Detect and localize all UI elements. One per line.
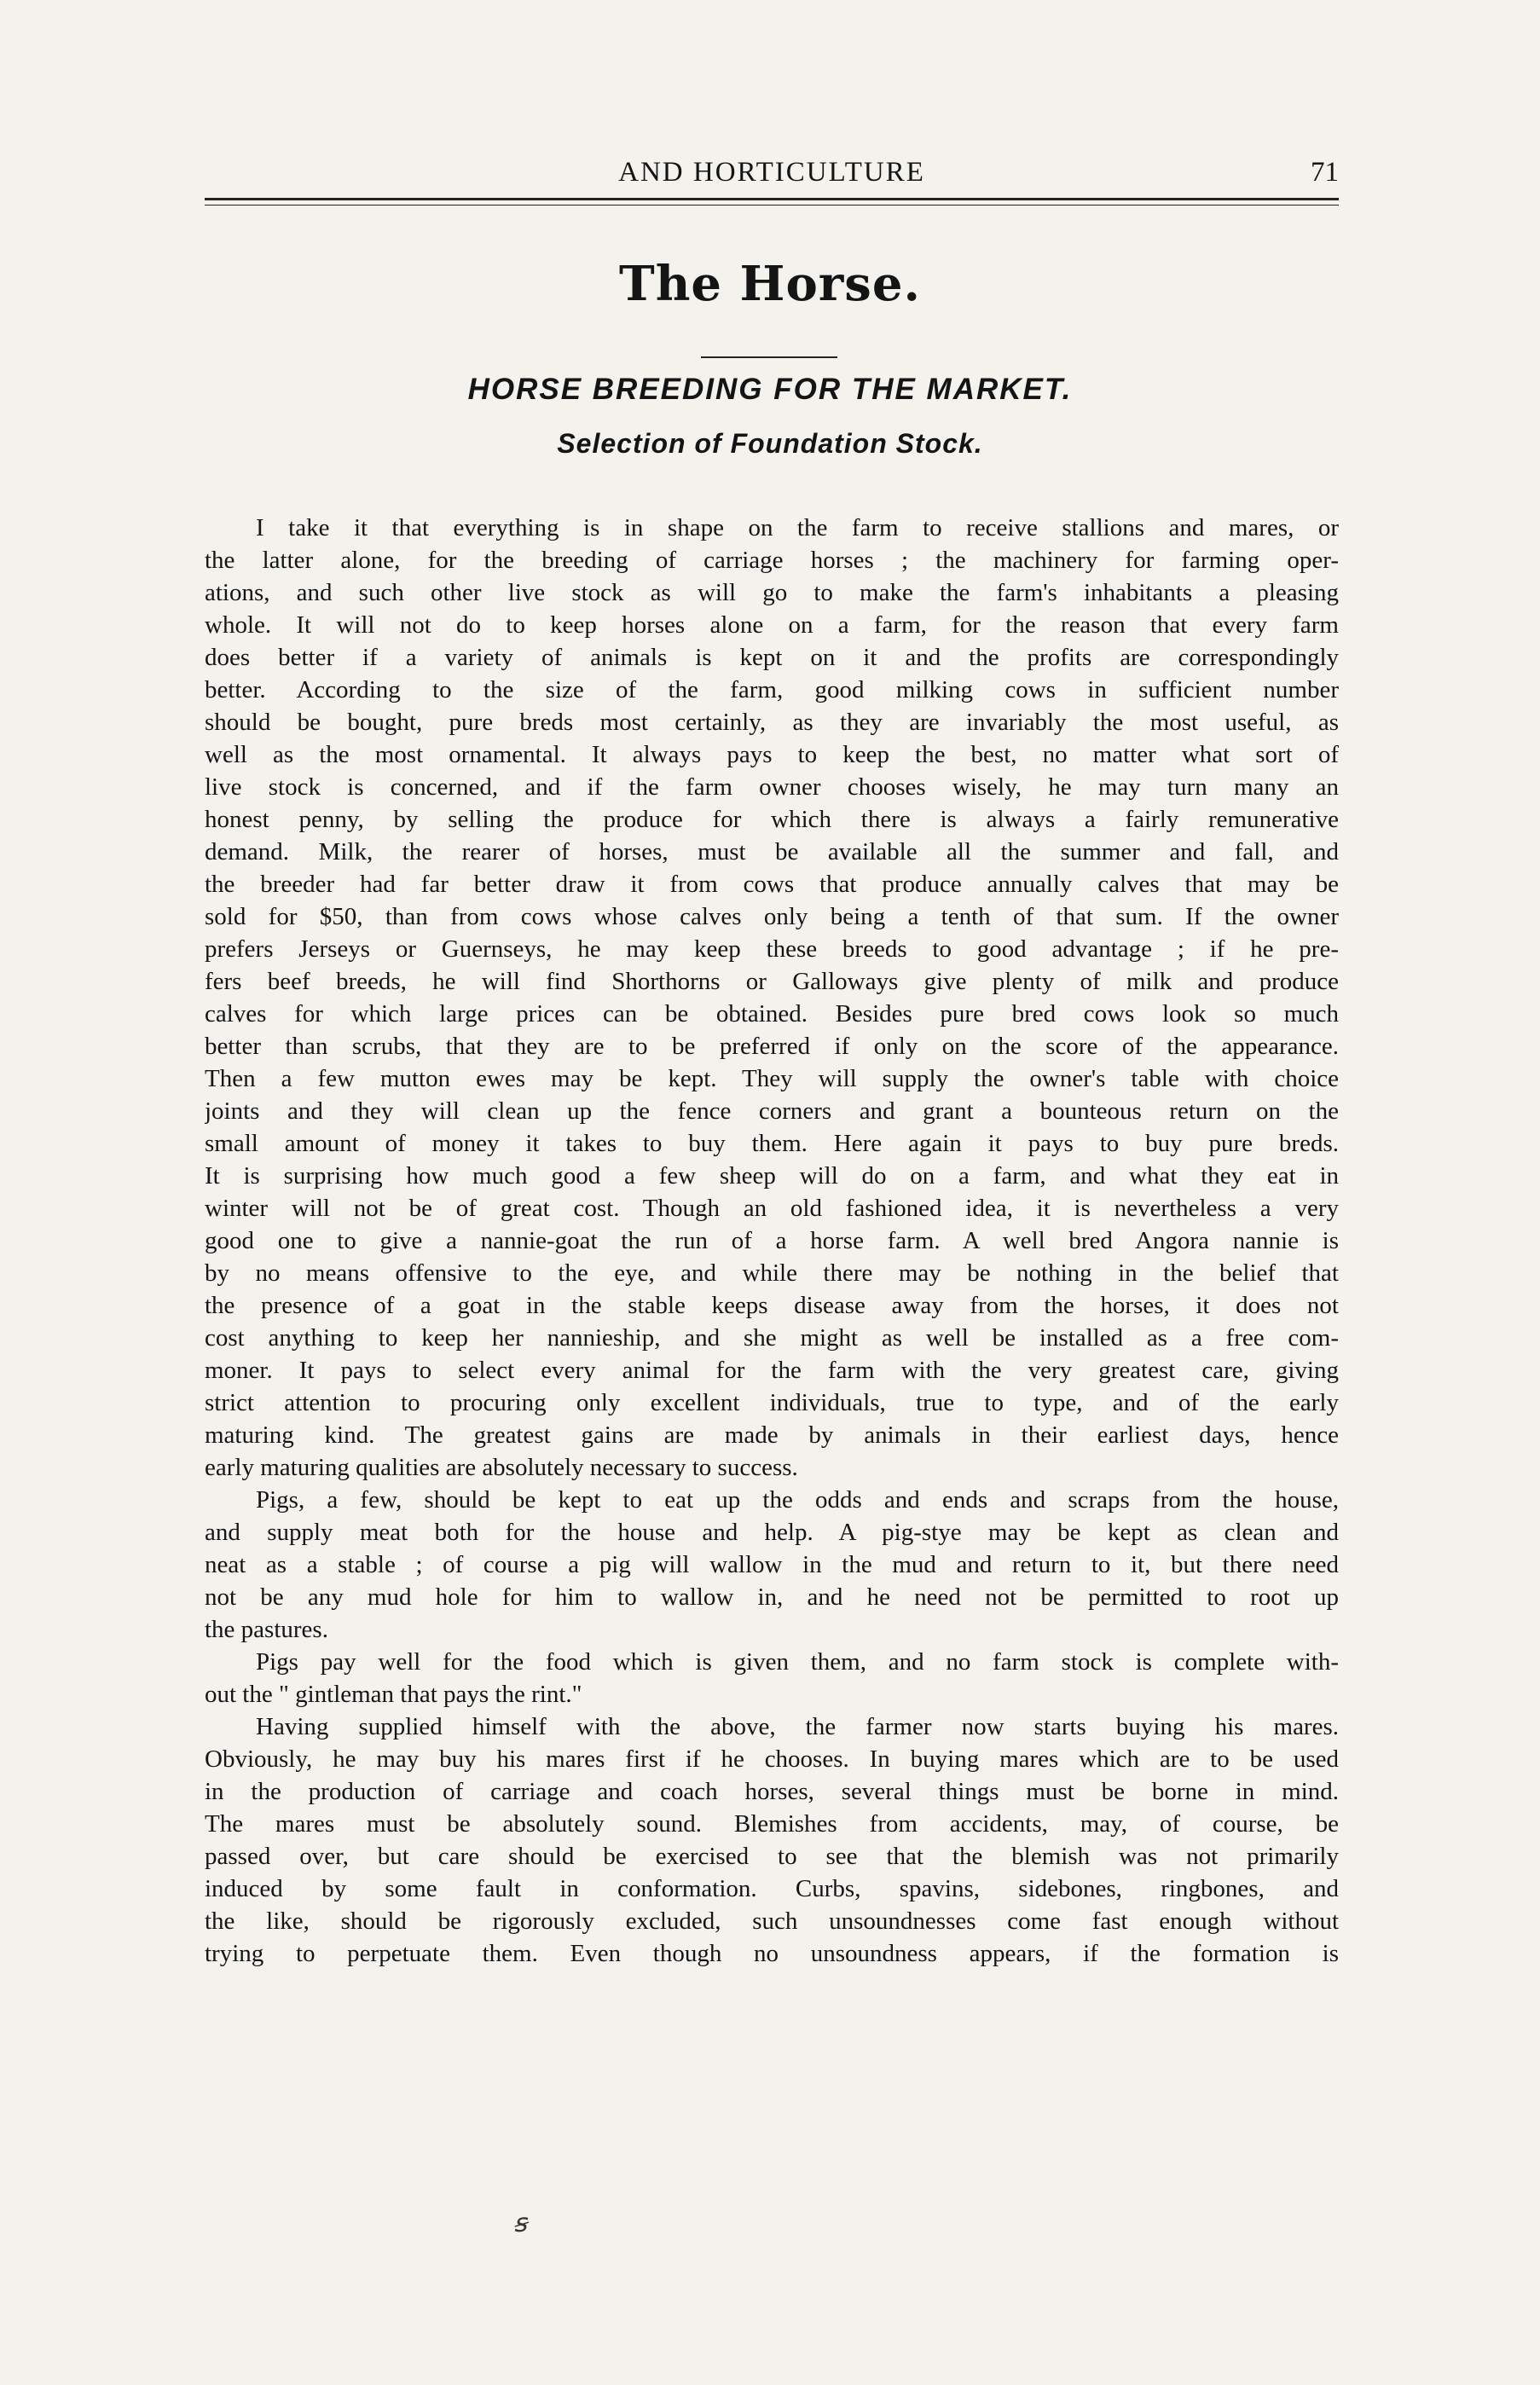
body-line: good one to give a nannie-goat the run of a horse farm. A well bred Angora nannie is: [205, 1227, 1339, 1254]
body-line: in the production of carriage and coach horses, several things must be borne in mind.: [205, 1778, 1339, 1805]
body-line: Pigs, a few, should be kept to eat up the odds and ends and scraps from the house,: [256, 1486, 1339, 1514]
body-line: the presence of a goat in the stable keeps disease away from the horses, it does not: [205, 1292, 1339, 1319]
body-line: not be any mud hole for him to wallow in, and he need not be permitted to root up: [205, 1583, 1339, 1611]
body-line: the like, should be rigorously excluded, such unsoundnesses come fast enough without: [205, 1907, 1339, 1935]
body-line: cost anything to keep her nannieship, and she might as well be installed as a free com-: [205, 1324, 1339, 1352]
body-line: ations, and such other live stock as will go to make the farm's inhabitants a pleasing: [205, 579, 1339, 606]
running-title: AND HORTICULTURE: [618, 157, 925, 188]
article-body: [205, 512, 1339, 1970]
body-line: early maturing qualities are absolutely necessary to success.: [205, 1454, 798, 1481]
section-divider: [701, 356, 837, 358]
body-line: the pastures.: [205, 1616, 328, 1643]
body-line: induced by some fault in conformation. Curbs, spavins, sidebones, ringbones, and: [205, 1875, 1339, 1902]
body-line: the latter alone, for the breeding of carriage horses ; the machinery for farming oper-: [205, 547, 1339, 574]
body-line: The mares must be absolutely sound. Blemishes from accidents, may, of course, be: [205, 1810, 1339, 1838]
body-line: should be bought, pure breds most certainly, as they are invariably the most useful, as: [205, 709, 1339, 736]
body-line: and supply meat both for the house and help. A pig-stye may be kept as clean and: [205, 1519, 1339, 1546]
body-line: Having supplied himself with the above, the farmer now starts buying his mares.: [256, 1713, 1339, 1740]
body-line: I take it that everything is in shape on the farm to receive stallions and mares, or: [256, 514, 1339, 541]
body-line: small amount of money it takes to buy them. Here again it pays to buy pure breds.: [205, 1130, 1339, 1157]
body-line: strict attention to procuring only excellent individuals, true to type, and of the early: [205, 1389, 1339, 1416]
body-line: better. According to the size of the farm, good milking cows in sufficient number: [205, 676, 1339, 703]
body-line: neat as a stable ; of course a pig will wallow in the mud and return to it, but there need: [205, 1551, 1339, 1578]
body-line: It is surprising how much good a few sheep will do on a farm, and what they eat in: [205, 1162, 1339, 1190]
body-line: prefers Jerseys or Guernseys, he may keep these breeds to good advantage ; if he pre-: [205, 935, 1339, 963]
header-rule-thick: [205, 198, 1339, 200]
body-line: honest penny, by selling the produce for which there is always a fairly remunerative: [205, 806, 1339, 833]
body-line: joints and they will clean up the fence corners and grant a bounteous return on the: [205, 1097, 1339, 1125]
stray-ink-mark: ꞩ: [513, 2209, 527, 2237]
body-line: well as the most ornamental. It always pays to keep the best, no matter what sort of: [205, 741, 1339, 768]
body-line: passed over, but care should be exercised to see that the blemish was not primarily: [205, 1843, 1339, 1870]
body-line: better than scrubs, that they are to be preferred if only on the score of the appearance.: [205, 1033, 1339, 1060]
body-line: Obviously, he may buy his mares first if he chooses. In buying mares which are to be used: [205, 1745, 1339, 1773]
body-line: trying to perpetuate them. Even though no unsoundness appears, if the formation is: [205, 1940, 1339, 1967]
body-line: by no means offensive to the eye, and while there may be nothing in the belief that: [205, 1259, 1339, 1287]
body-line: does better if a variety of animals is kept on it and the profits are correspondingly: [205, 644, 1339, 671]
body-line: fers beef breeds, he will find Shorthorns or Galloways give plenty of milk and produce: [205, 968, 1339, 995]
body-line: Pigs pay well for the food which is given them, and no farm stock is complete with-: [256, 1648, 1339, 1676]
body-line: moner. It pays to select every animal for the farm with the very greatest care, giving: [205, 1357, 1339, 1384]
body-line: whole. It will not do to keep horses alone on a farm, for the reason that every farm: [205, 611, 1339, 639]
body-line: maturing kind. The greatest gains are made by animals in their earliest days, hence: [205, 1421, 1339, 1449]
body-line: live stock is concerned, and if the farm owner chooses wisely, he may turn many an: [205, 773, 1339, 801]
running-header: [205, 153, 1339, 196]
body-line: Then a few mutton ewes may be kept. They will supply the owner's table with choice: [205, 1065, 1339, 1092]
header-rule-thin: [205, 205, 1339, 206]
body-line: demand. Milk, the rearer of horses, must be available all the summer and fall, and: [205, 838, 1339, 865]
body-line: out the " gintleman that pays the rint.": [205, 1681, 582, 1708]
section-title: The Horse.: [619, 256, 921, 312]
body-line: calves for which large prices can be obtained. Besides pure bred cows look so much: [205, 1000, 1339, 1028]
body-line: the breeder had far better draw it from cows that produce annually calves that may be: [205, 871, 1339, 898]
article-title: HORSE BREEDING FOR THE MARKET.: [467, 373, 1073, 406]
body-line: winter will not be of great cost. Though an old fashioned idea, it is nevertheless a very: [205, 1195, 1339, 1222]
page-number: 71: [1311, 157, 1339, 188]
article-subtitle: Selection of Foundation Stock.: [557, 428, 983, 459]
body-line: sold for $50, than from cows whose calves only being a tenth of that sum. If the owner: [205, 903, 1339, 930]
